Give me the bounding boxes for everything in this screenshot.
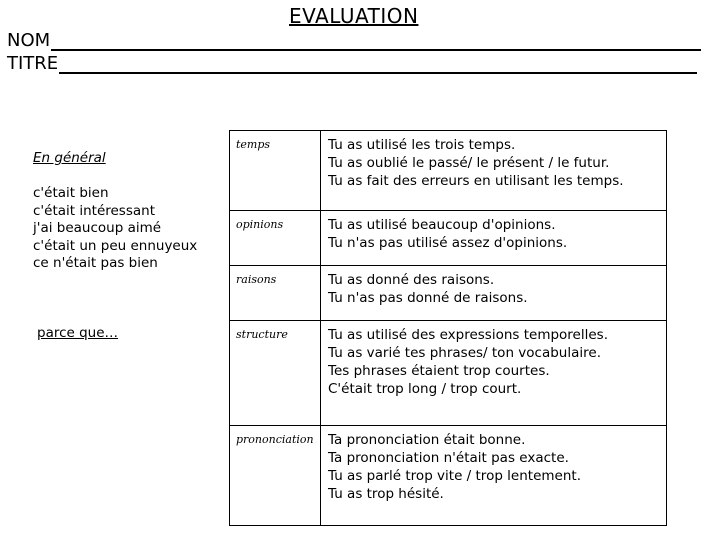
table-row: [230, 321, 667, 426]
table-row: [230, 131, 667, 211]
nom-line[interactable]: [51, 33, 701, 51]
feedback-line: Tu as utilisé des expressions temporelles.: [328, 327, 608, 343]
feedback-line: Ta prononciation n'était pas exacte.: [328, 450, 569, 466]
option-item: ce n'était pas bien: [33, 255, 158, 271]
feedback-cell: [321, 426, 667, 526]
feedback-cell: [321, 131, 667, 211]
feedback-line: Ta prononciation était bonne.: [328, 432, 526, 448]
table-row: [230, 211, 667, 266]
page-title: EVALUATION: [289, 4, 419, 28]
category-cell: temps: [230, 131, 321, 211]
feedback-line: Tu as utilisé les trois temps.: [328, 137, 516, 153]
category-cell: opinions: [230, 211, 321, 266]
titre-label: TITRE: [7, 53, 59, 74]
feedback-line: Tu n'as pas donné de raisons.: [328, 290, 528, 306]
feedback-cell: [321, 321, 667, 426]
feedback-line: Tu as utilisé beaucoup d'opinions.: [328, 217, 556, 233]
table-row: [230, 426, 667, 526]
general-options: [33, 185, 197, 273]
feedback-line: Tu as oublié le passé/ le présent / le futur.: [328, 155, 610, 171]
nom-field[interactable]: [7, 30, 701, 51]
option-item: c'était intéressant: [33, 202, 155, 219]
titre-line[interactable]: [59, 56, 697, 74]
category-cell: structure: [230, 321, 321, 426]
option-item: j'ai beaucoup aimé: [33, 220, 162, 236]
table-row: [230, 266, 667, 321]
feedback-line: C'était trop long / trop court.: [328, 381, 522, 397]
evaluation-table: [229, 130, 667, 526]
feedback-cell: [321, 266, 667, 321]
because-label: parce que…: [37, 325, 119, 341]
category-cell: prononciation: [230, 426, 321, 526]
feedback-line: Tes phrases étaient trop courtes.: [328, 363, 550, 379]
feedback-line: Tu as trop hésité.: [328, 486, 444, 502]
feedback-line: Tu n'as pas utilisé assez d'opinions.: [328, 235, 568, 251]
option-item: c'était un peu ennuyeux: [33, 237, 198, 254]
feedback-cell: [321, 211, 667, 266]
feedback-line: Tu as donné des raisons.: [328, 272, 495, 288]
feedback-line: Tu as parlé trop vite / trop lentement.: [328, 468, 581, 484]
titre-field[interactable]: [7, 53, 697, 74]
nom-label: NOM: [7, 30, 51, 51]
feedback-line: Tu as fait des erreurs en utilisant les temps.: [328, 173, 624, 189]
feedback-line: Tu as varié tes phrases/ ton vocabulaire.: [328, 345, 601, 361]
category-cell: raisons: [230, 266, 321, 321]
option-item: c'était bien: [33, 185, 109, 201]
general-heading: En général: [33, 150, 106, 166]
